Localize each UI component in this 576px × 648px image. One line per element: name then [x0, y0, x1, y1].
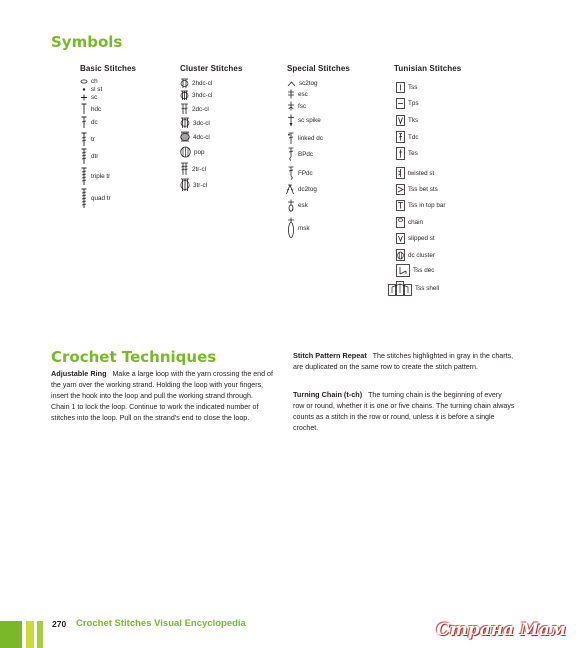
legend-label: 2tr-cl — [192, 165, 206, 173]
legend-fpdc — [287, 166, 313, 180]
sc2tog-symbol-icon — [287, 81, 296, 87]
legend-tss-bet-sts — [396, 184, 438, 195]
legend-pop — [180, 146, 205, 158]
treble-crochet-symbol-icon — [80, 132, 88, 147]
legend-twisted-st — [396, 167, 434, 179]
basic-stitches-title: Basic Stitches — [80, 64, 137, 73]
legend-3hdc-cl — [180, 90, 212, 101]
legend-3tr-cl — [180, 178, 207, 192]
watermark-logo: Страна Мам — [436, 620, 566, 640]
quadruple-treble-symbol-icon — [80, 188, 88, 209]
turning-chain-text: The turning chain is the beginning of every row or round, whether it is one or five chains. The turning chain always counts as a stitch in the row or round, unless it is before a single crochet. — [293, 391, 515, 432]
stitch-pattern-repeat-paragraph — [293, 350, 515, 373]
tunisian-chain-symbol-icon — [396, 217, 405, 228]
legend-esk — [287, 199, 308, 212]
legend-dc2tog — [285, 184, 317, 195]
legend-label: 3dc-cl — [193, 119, 210, 127]
legend-tss-dec — [396, 264, 434, 277]
legend-label: FPdc — [298, 169, 313, 177]
footer-stripe — [37, 621, 43, 648]
legend-label: Tes — [408, 150, 418, 157]
legend-label: quad tr — [91, 195, 111, 202]
legend-label: dc — [91, 119, 98, 126]
legend-sl-st — [80, 86, 102, 93]
footer-stripe — [26, 621, 34, 648]
legend-dc — [80, 116, 98, 129]
legend-label: msk — [298, 224, 310, 232]
tunisian-extended-stitch-symbol-icon — [396, 147, 405, 160]
three-dc-cluster-symbol-icon — [180, 117, 190, 129]
cluster-stitches-column — [180, 64, 243, 78]
sc-spike-symbol-icon — [287, 114, 295, 127]
legend-slipped-st — [396, 233, 435, 244]
legend-label: dc2tog — [298, 186, 317, 193]
legend-tss — [396, 82, 417, 93]
legend-quad-tr — [80, 188, 111, 209]
tunisian-stitches-column — [394, 64, 461, 78]
legend-3dc-cl — [180, 117, 210, 129]
legend-label: Tps — [408, 100, 419, 107]
footer-color-bar — [0, 621, 43, 648]
legend-esc — [287, 89, 308, 99]
popcorn-symbol-icon — [180, 146, 191, 158]
basic-stitches-column — [80, 64, 136, 78]
turning-chain-term: Turning Chain (t-ch) — [293, 390, 363, 399]
legend-label: fsc — [298, 102, 307, 110]
legend-label: slipped st — [408, 235, 435, 242]
legend-linked-dc — [287, 132, 323, 145]
legend-label: sl st — [91, 86, 103, 93]
legend-label: Tss in top bar — [408, 202, 446, 209]
legend-label: pop — [194, 148, 205, 156]
legend-tes — [396, 147, 418, 160]
legend-label: triple tr — [91, 173, 111, 180]
legend-4dc-cl — [180, 131, 210, 143]
front-post-dc-symbol-icon — [287, 166, 295, 180]
legend-tss-in-top-bar — [396, 200, 445, 211]
legend-label: Tks — [408, 117, 419, 124]
legend-tdc — [396, 131, 419, 143]
legend-label: BPdc — [298, 150, 314, 158]
legend-label: 4dc-cl — [193, 133, 210, 141]
legend-label: twisted st — [408, 169, 435, 177]
legend-label: sc spike — [298, 117, 321, 124]
adjustable-ring-term: Adjustable Ring — [51, 369, 107, 378]
legend-label: ch — [91, 78, 98, 85]
three-tr-cluster-symbol-icon — [180, 178, 190, 192]
legend-label: 3hdc-cl — [192, 92, 213, 99]
legend-tss-shell — [388, 281, 439, 296]
triple-treble-symbol-icon — [80, 167, 88, 186]
legend-chain — [396, 217, 423, 228]
tunisian-purl-stitch-symbol-icon — [396, 98, 405, 109]
legend-tks — [396, 115, 418, 126]
four-dc-cluster-symbol-icon — [180, 131, 190, 143]
single-crochet-symbol-icon — [80, 94, 88, 101]
legend-label: esc — [298, 90, 308, 98]
two-dc-cluster-symbol-icon — [180, 103, 189, 115]
legend-msk — [287, 217, 310, 239]
legend-bpdc — [287, 147, 313, 161]
legend-label: Tdc — [408, 133, 419, 141]
book-title: Crochet Stitches Visual Encyclopedia — [76, 618, 246, 629]
modified-single-knot-symbol-icon — [287, 217, 295, 239]
legend-triple-tr — [80, 167, 110, 186]
three-hdc-cluster-symbol-icon — [180, 90, 189, 101]
legend-hdc — [80, 103, 101, 115]
techniques-heading: Crochet Techniques — [51, 348, 217, 366]
half-double-crochet-symbol-icon — [80, 103, 88, 115]
tunisian-knit-stitch-symbol-icon — [396, 115, 405, 126]
adjustable-ring-text: Make a large loop with the yarn crossing the end of the yarn over the working strand. Holding the loop with your fingers, insert the hook into the loop and pull the working strand through. Chain 1 to lock the loop. Continue to work the indicated number of stitches into the loop. Pull on the strand’s end to close the loop. — [51, 370, 273, 422]
legend-label: Tss — [408, 84, 418, 91]
legend-dc-cluster — [396, 249, 435, 261]
double-crochet-symbol-icon — [80, 116, 88, 129]
page-number: 270 — [52, 619, 67, 629]
two-tr-cluster-symbol-icon — [180, 162, 189, 176]
tunisian-simple-stitch-symbol-icon — [396, 82, 405, 93]
legend-label: tr — [91, 136, 95, 143]
tss-shell-symbol-icon — [388, 281, 412, 296]
legend-fsc — [287, 101, 306, 111]
symbols-heading: Symbols — [51, 33, 123, 51]
chain-symbol-icon — [80, 79, 88, 84]
legend-sc-spike — [287, 114, 321, 127]
legend-sc2tog — [287, 80, 318, 87]
legend-ch — [80, 78, 98, 85]
adjustable-ring-paragraph — [51, 368, 273, 424]
legend-label: Tss shell — [415, 285, 440, 292]
legend-dtr — [80, 148, 98, 165]
legend-label: sc — [91, 94, 98, 101]
extended-sc-symbol-icon — [287, 89, 295, 99]
tunisian-dc-cluster-symbol-icon — [396, 249, 405, 261]
special-stitches-title: Special Stitches — [287, 64, 350, 73]
legend-label: Tss dec — [413, 267, 435, 274]
tunisian-twisted-stitch-symbol-icon — [396, 167, 405, 179]
legend-label: sc2tog — [299, 80, 318, 87]
cluster-stitches-title: Cluster Stitches — [180, 64, 243, 73]
legend-2tr-cl — [180, 162, 206, 176]
legend-sc — [80, 94, 97, 101]
legend-2hdc-cl — [180, 78, 212, 89]
special-stitches-column — [287, 64, 350, 78]
extended-single-knot-symbol-icon — [287, 199, 295, 212]
slip-stitch-symbol-icon — [80, 87, 88, 92]
legend-label: esk — [298, 202, 308, 209]
back-post-dc-symbol-icon — [287, 147, 295, 161]
double-treble-symbol-icon — [80, 148, 88, 165]
tss-decrease-symbol-icon — [396, 264, 410, 277]
legend-label: 2hdc-cl — [192, 80, 213, 87]
legend-label: chain — [408, 219, 424, 226]
dc2tog-symbol-icon — [285, 184, 295, 195]
legend-label: Tss bet sts — [408, 186, 438, 193]
two-hdc-cluster-symbol-icon — [180, 78, 189, 89]
linked-dc-symbol-icon — [287, 132, 295, 145]
turning-chain-paragraph — [293, 389, 515, 434]
legend-label: linked dc — [298, 135, 323, 142]
legend-2dc-cl — [180, 103, 209, 115]
tss-between-stitches-symbol-icon — [396, 184, 405, 195]
tunisian-slipped-stitch-symbol-icon — [396, 233, 405, 244]
legend-label: 2dc-cl — [192, 105, 209, 113]
legend-tps — [396, 98, 419, 109]
tss-in-top-bar-symbol-icon — [396, 200, 405, 211]
legend-label: dc cluster — [408, 251, 435, 259]
legend-label: hdc — [91, 105, 102, 113]
legend-label: 3tr-cl — [193, 181, 207, 189]
stitch-pattern-repeat-text: The stitches highlighted in gray in the charts, are duplicated on the same row to create the stitch pattern. — [293, 352, 514, 371]
tunisian-dc-symbol-icon — [396, 131, 405, 143]
footer-stripe — [0, 621, 22, 648]
foundation-sc-symbol-icon — [287, 101, 295, 111]
legend-label: dtr — [91, 153, 99, 160]
stitch-pattern-repeat-term: Stitch Pattern Repeat — [293, 351, 367, 360]
legend-tr — [80, 132, 95, 147]
tunisian-stitches-title: Tunisian Stitches — [394, 64, 462, 73]
